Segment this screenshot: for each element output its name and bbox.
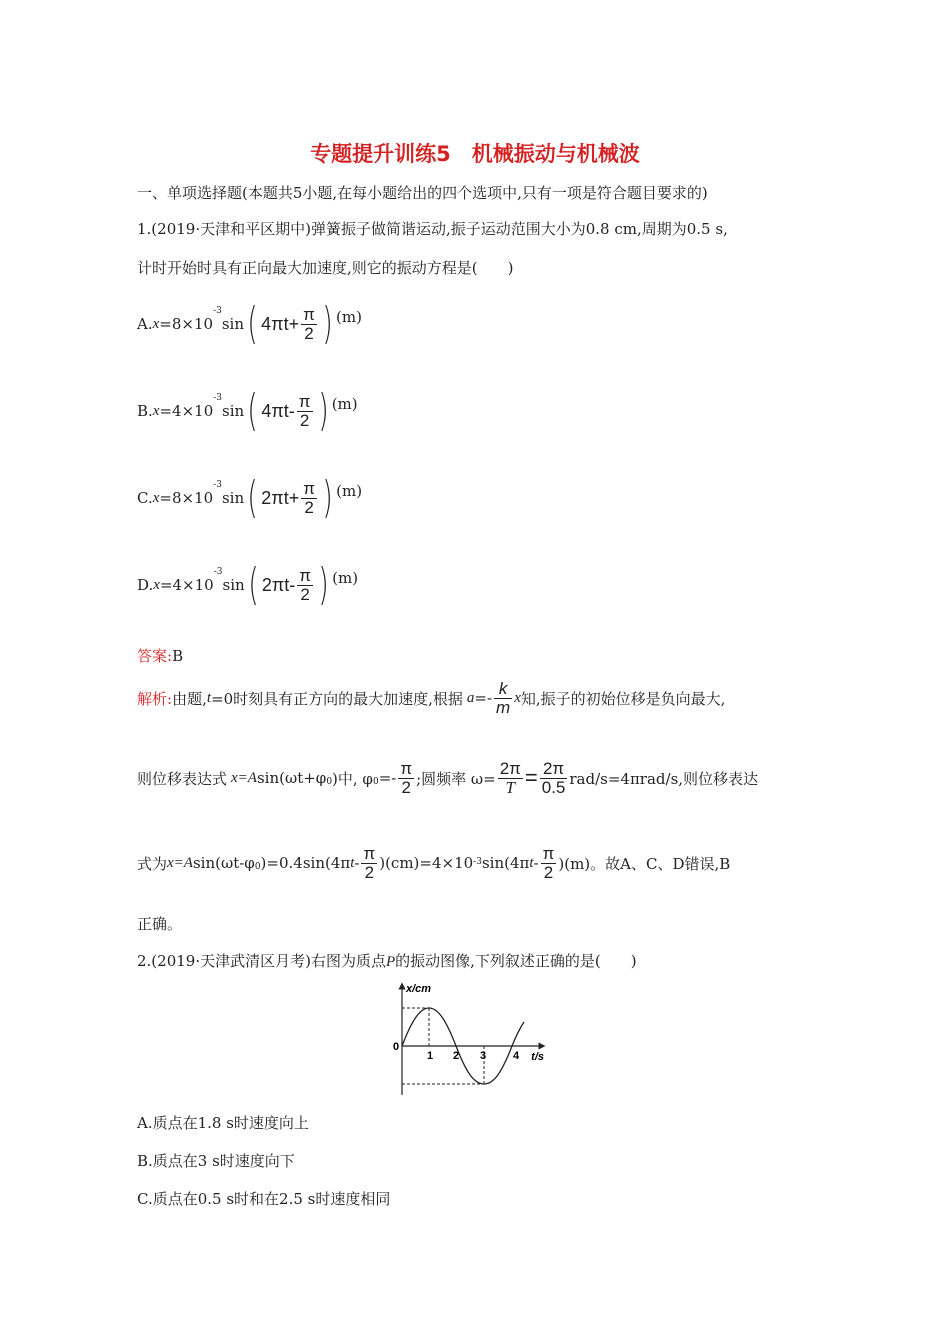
q1-stem-line1: 1.(2019·天津和平区期中)弹簧振子做简谐运动,振子运动范围大小为0.8 cm,周期为0.5 s, <box>137 220 728 238</box>
page-title: 专题提升训练5 机械振动与机械波 <box>310 142 640 166</box>
section-heading: 一、单项选择题(本题共5小题,在每小题给出的四个选项中,只有一项是符合题目要求的) <box>137 184 708 202</box>
q2-stem: 2.(2019·天津武清区月考)右图为质点P的振动图像,下列叙述正确的是( ) <box>137 952 637 970</box>
y-axis-label: x/cm <box>406 983 432 995</box>
tick-3: 3 <box>480 1050 487 1062</box>
q1-option-d[interactable]: D. x =4×10 $^{-3}$ sin ( 2πt- $\frac{\pi}{2}$ ) (m) <box>137 559 359 610</box>
q1-analysis-line4: 正确。 <box>137 915 183 933</box>
origin-label: 0 <box>393 1041 400 1053</box>
q2-option-c[interactable]: C.质点在0.5 s时和在2.5 s时速度相同 <box>137 1190 391 1208</box>
q1-stem-line2: 计时开始时具有正向最大加速度,则它的振动方程是( ) <box>137 259 514 277</box>
q1-analysis-line2: 则位移表达式 x=A sin(ωt+φ $_0$ )中, φ $_0$ =- $\frac{\pi}{2}$ ;圆频率 ω= $\frac{2\pi}{T}$ = $\frac{2\pi}{0.5}$ rad/s=4πrad/s,则位移表达 <box>137 759 759 797</box>
q1-option-a[interactable]: A. x =8×10 $^{-3}$ sin ( 4πt+ $\frac{\pi}{2}$ ) (m) <box>137 298 362 349</box>
q2-option-b[interactable]: B.质点在3 s时速度向下 <box>137 1152 295 1170</box>
q1-option-b[interactable]: B. x =4×10 $^{-3}$ sin ( 4πt- $\frac{\pi}{2}$ ) (m) <box>137 385 358 436</box>
x-axis-label: t/s <box>531 1051 544 1063</box>
q1-analysis-line3: 式为 x=A sin(ωt-φ $_0$ )=0.4sin(4π t - $\frac{\pi}{2}$ )(cm)=4×10 -3 sin(4π t - $\frac{\pi}{2}$ )(m)。故A、C、D错误,B <box>137 844 731 882</box>
tick-4: 4 <box>513 1050 520 1062</box>
q1-answer: 答案:B <box>137 647 184 665</box>
q1-option-c[interactable]: C. x =8×10 $^{-3}$ sin ( 2πt+ $\frac{\pi}{2}$ ) (m) <box>137 472 363 523</box>
q1-analysis-line1: 解析: 由题, t =0时刻具有正方向的最大加速度,根据 a =- $\frac{k}{m}$ x 知,振子的初始位移是负向最大, <box>137 679 726 717</box>
q2-option-a[interactable]: A.质点在1.8 s时速度向上 <box>137 1114 309 1132</box>
tick-1: 1 <box>427 1050 434 1062</box>
tick-2: 2 <box>453 1050 460 1062</box>
vibration-graph <box>384 980 564 1100</box>
